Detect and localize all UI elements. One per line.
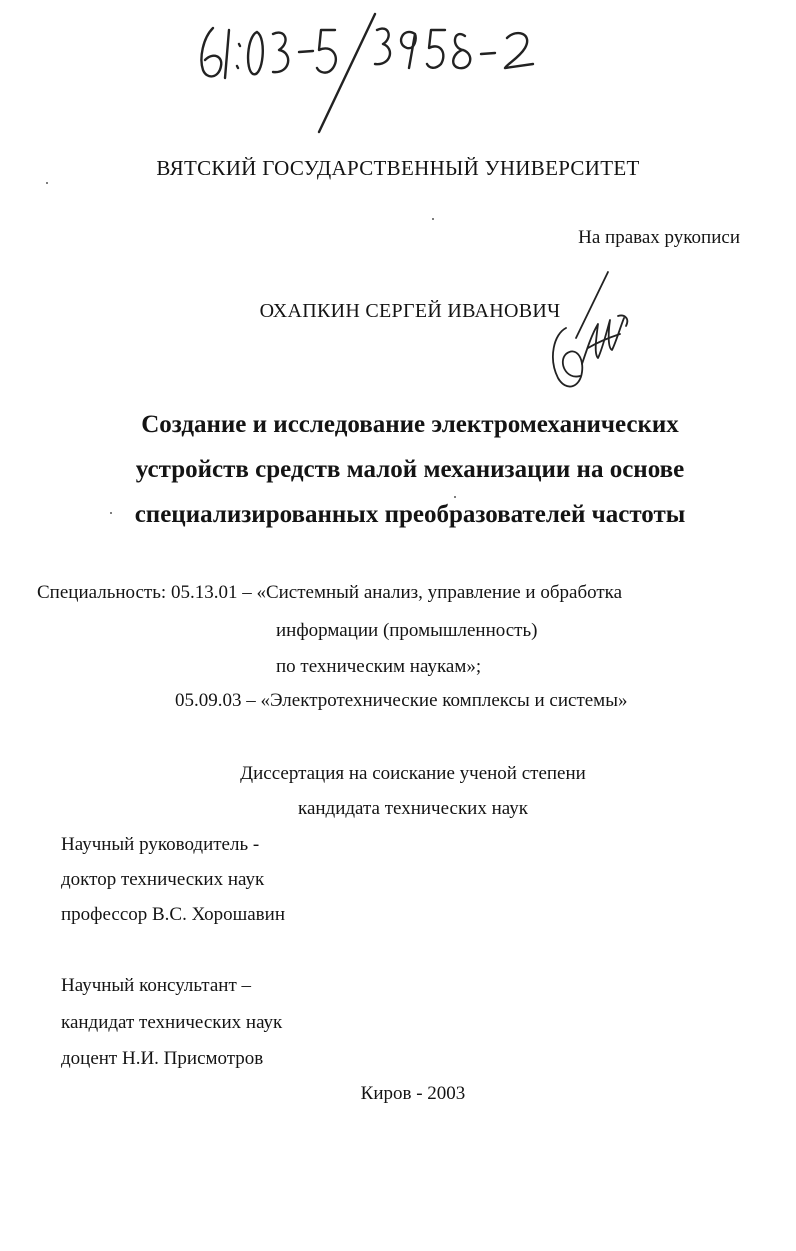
title-line-2: устройств средств малой механизации на основе [135, 456, 685, 483]
consultant-role: Научный консультант – [61, 975, 251, 996]
specialty-label: Специальность: [37, 582, 167, 603]
title-line-1: Создание и исследование электромеханических [141, 411, 679, 438]
consultant-name: доцент Н.И. Присмотров [61, 1048, 264, 1069]
author-signature [536, 268, 636, 400]
specialty-first: 05.13.01 – «Системный анализ, управление и обработка [170, 582, 623, 603]
dissertation-degree-line-1: Диссертация на соискание ученой степени [240, 763, 586, 784]
rights-notice: На правах рукописи [578, 227, 740, 248]
specialty-first-continued-1: информации (промышленность) [276, 620, 538, 641]
city-year: Киров - 2003 [360, 1083, 466, 1104]
author-name: ОХАПКИН СЕРГЕЙ ИВАНОВИЧ [259, 300, 561, 322]
supervisor-name: профессор В.С. Хорошавин [61, 904, 285, 925]
dissertation-degree-line-2: кандидата технических наук [298, 798, 528, 819]
archive-code-text: 61:03-5/3958-2 [195, 138, 202, 139]
scan-speck [110, 512, 112, 514]
scan-speck [454, 496, 456, 498]
scan-speck [46, 182, 48, 184]
consultant-degree: кандидат технических наук [61, 1012, 283, 1033]
scan-speck [432, 218, 434, 220]
specialty-second: 05.09.03 – «Электротехнические комплексы и системы» [175, 690, 628, 711]
title-line-3: специализированных преобразователей частоты [134, 501, 686, 528]
university-name: ВЯТСКИЙ ГОСУДАРСТВЕННЫЙ УНИВЕРСИТЕТ [156, 156, 640, 180]
supervisor-degree: доктор технических наук [61, 869, 265, 890]
specialty-line-1 [37, 582, 622, 604]
specialty-first-continued-2: по техническим наукам»; [276, 656, 482, 677]
dissertation-title [0, 402, 796, 537]
handwritten-archive-code [195, 8, 555, 143]
supervisor-role: Научный руководитель - [61, 834, 260, 855]
